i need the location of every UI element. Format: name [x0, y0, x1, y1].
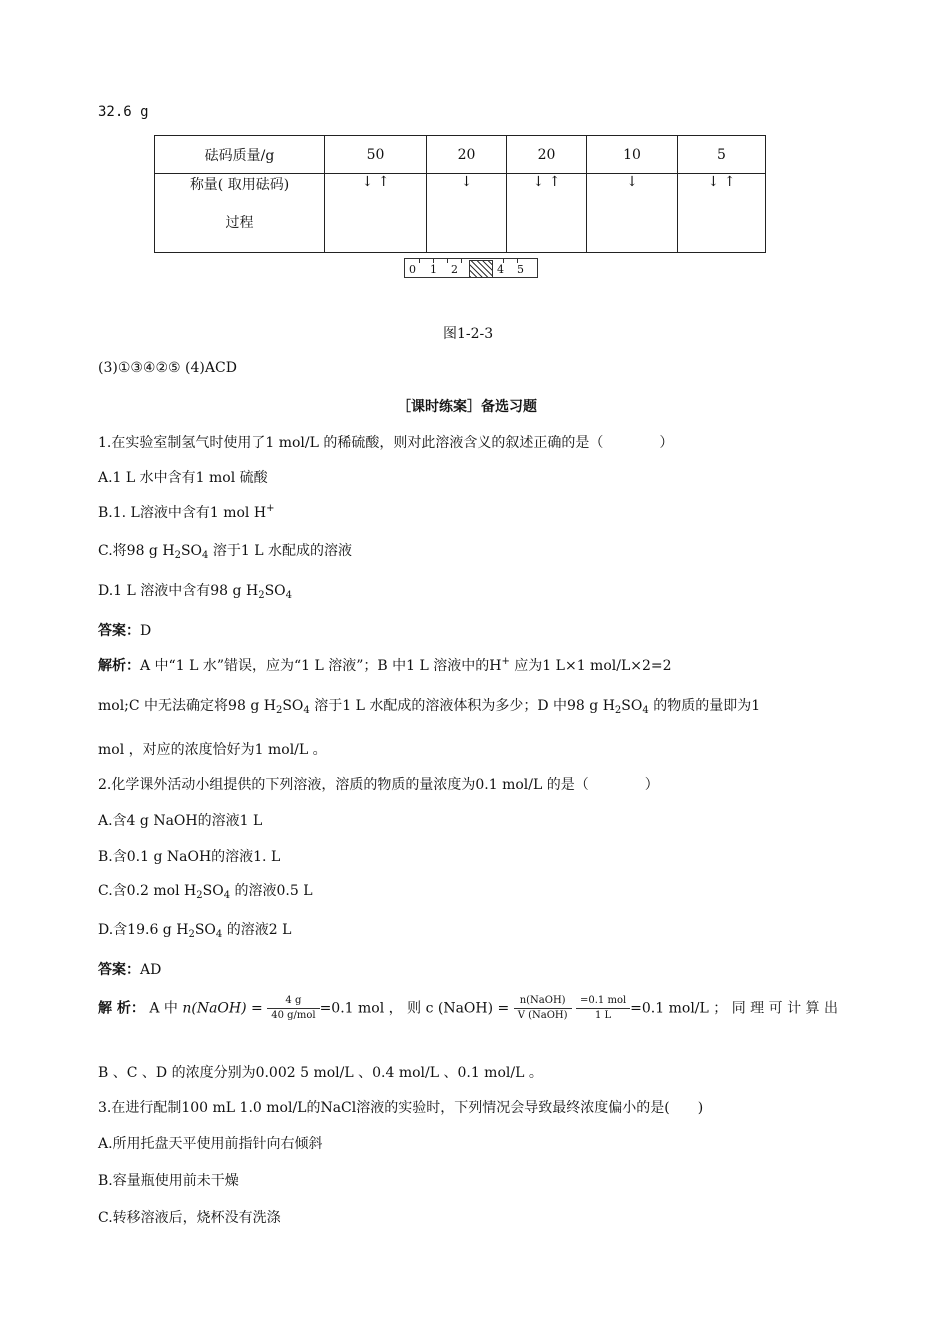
weight-cell: 5 [678, 136, 766, 174]
weight-cell: 20 [427, 136, 507, 174]
formula-h2so4: $H_2SO_4$ [245, 583, 293, 601]
figure-caption: 图1-2-3 [443, 326, 494, 342]
fraction: $\frac{\text{=0.1 mol}}{1 L}$ [576, 994, 630, 1023]
q3-option-a: A.所用托盘天平使用前指针向右倾斜 [98, 1136, 323, 1152]
fraction: $\frac{4 g}{\text{40 g/mol}}$ [267, 994, 319, 1023]
q3-stem: 3.在进行配制100 mL 1.0 mol/L的NaCl溶液的实验时，下列情况会导致最终浓度偏小的是( ) [98, 1100, 704, 1116]
q2-option-a: A.含4 g NaOH的溶液1 L [98, 813, 263, 829]
ruler-number: 1 [430, 263, 437, 276]
q3-option-b: B.容量瓶使用前未干燥 [98, 1173, 239, 1189]
q2-option-d: D.含19.6 g $H_2SO_4$ 的溶液2 L [98, 922, 292, 940]
rider-marker [469, 260, 493, 278]
q1-option-d: D.1 L 溶液中含有98 g $H_2SO_4$ [98, 583, 293, 601]
mass-total: 32.6 g [98, 104, 149, 120]
weight-cell: 50 [325, 136, 427, 174]
section-title: ［课时练案］备选习题 [397, 399, 537, 415]
q1-option-a: A.1 L 水中含有1 mol 硫酸 [98, 470, 268, 486]
q1-answer: 答案：D [98, 623, 152, 639]
q2-option-b: B.含0.1 g NaOH的溶液1. L [98, 849, 281, 865]
q3-option-c: C.转移溶液后，烧杯没有洗涤 [98, 1210, 281, 1226]
ruler-number: 2 [451, 263, 458, 276]
weight-cell: 20 [507, 136, 587, 174]
q1-option-c: C.将98 g $H_2SO_4$ 溶于1 L 水配成的溶液 [98, 543, 352, 561]
mark-cell: ↓ ↑ [507, 174, 587, 253]
answer-3-4: (3)①③④②⑤ (4)ACD [98, 360, 237, 376]
q1-analysis-line3: mol ，对应的浓度恰好为1 mol/L 。 [98, 742, 327, 758]
q1-stem: 1.在实验室制氢气时使用了1 mol/L 的稀硫酸，则对此溶液含义的叙述正确的是（ ） [98, 435, 674, 451]
mark-cell: ↓ ↑ [678, 174, 766, 253]
process-label [155, 174, 325, 253]
process-label-line1: 称量( 取用砝码) [189, 177, 290, 193]
fraction: $\frac{\text{n(NaOH)}}{\text{V (NaOH)}}$ [514, 994, 572, 1023]
q2-analysis-line2: B 、C 、D 的浓度分别为0.002 5 mol/L 、0.4 mol/L 、0.1 mol/L 。 [98, 1065, 543, 1081]
weight-cell: 10 [587, 136, 678, 174]
mark-cell: ↓ [427, 174, 507, 253]
q2-option-c: C.含0.2 mol $H_2SO_4$ 的溶液0.5 L [98, 883, 313, 901]
formula-h2so4: $H_2SO_4$ [162, 543, 209, 561]
rider-ruler [404, 258, 538, 278]
process-label-line2: 过程 [225, 215, 254, 231]
ruler-number: 5 [517, 263, 524, 276]
weights-table [154, 135, 766, 253]
ruler-number: 4 [497, 263, 504, 276]
mark-cell: ↓ [587, 174, 678, 253]
ruler-number: 0 [409, 263, 416, 276]
q2-analysis-line1: 解 析： A 中 n(NaOH) = $\frac{4 g}{\text{40 g/mol}}$ =0.1 mol ， 则 c (NaOH) = $\frac{\text{n(NaOH)}}{\text{V (NaOH)}}$ $\frac{\text{=0.1 mol}}{1 L}$ =0.1 mol/L ； 同 理 可 计 算 出 [98, 995, 838, 1021]
q2-answer: 答案：AD [98, 962, 162, 978]
q2-stem: 2.化学课外活动小组提供的下列溶液，溶质的物质的量浓度为0.1 mol/L 的是（ ） [98, 777, 659, 793]
table-header-label: 砝码质量/g [155, 136, 325, 174]
q1-option-b: B.1. L溶液中含有1 mol H+ [98, 503, 275, 521]
mark-cell: ↓ ↑ [325, 174, 427, 253]
q1-analysis-line2: mol;C 中无法确定将98 g $H_2SO_4$ 溶于1 L 水配成的溶液体积为多少；D 中98 g $H_2SO_4$ 的物质的量即为1 [98, 698, 761, 716]
q1-analysis-line1: 解析：A 中“1 L 水”错误，应为“1 L 溶液”；B 中1 L 溶液中的H+ 应为1 L×1 mol/L×2=2 [98, 656, 672, 674]
